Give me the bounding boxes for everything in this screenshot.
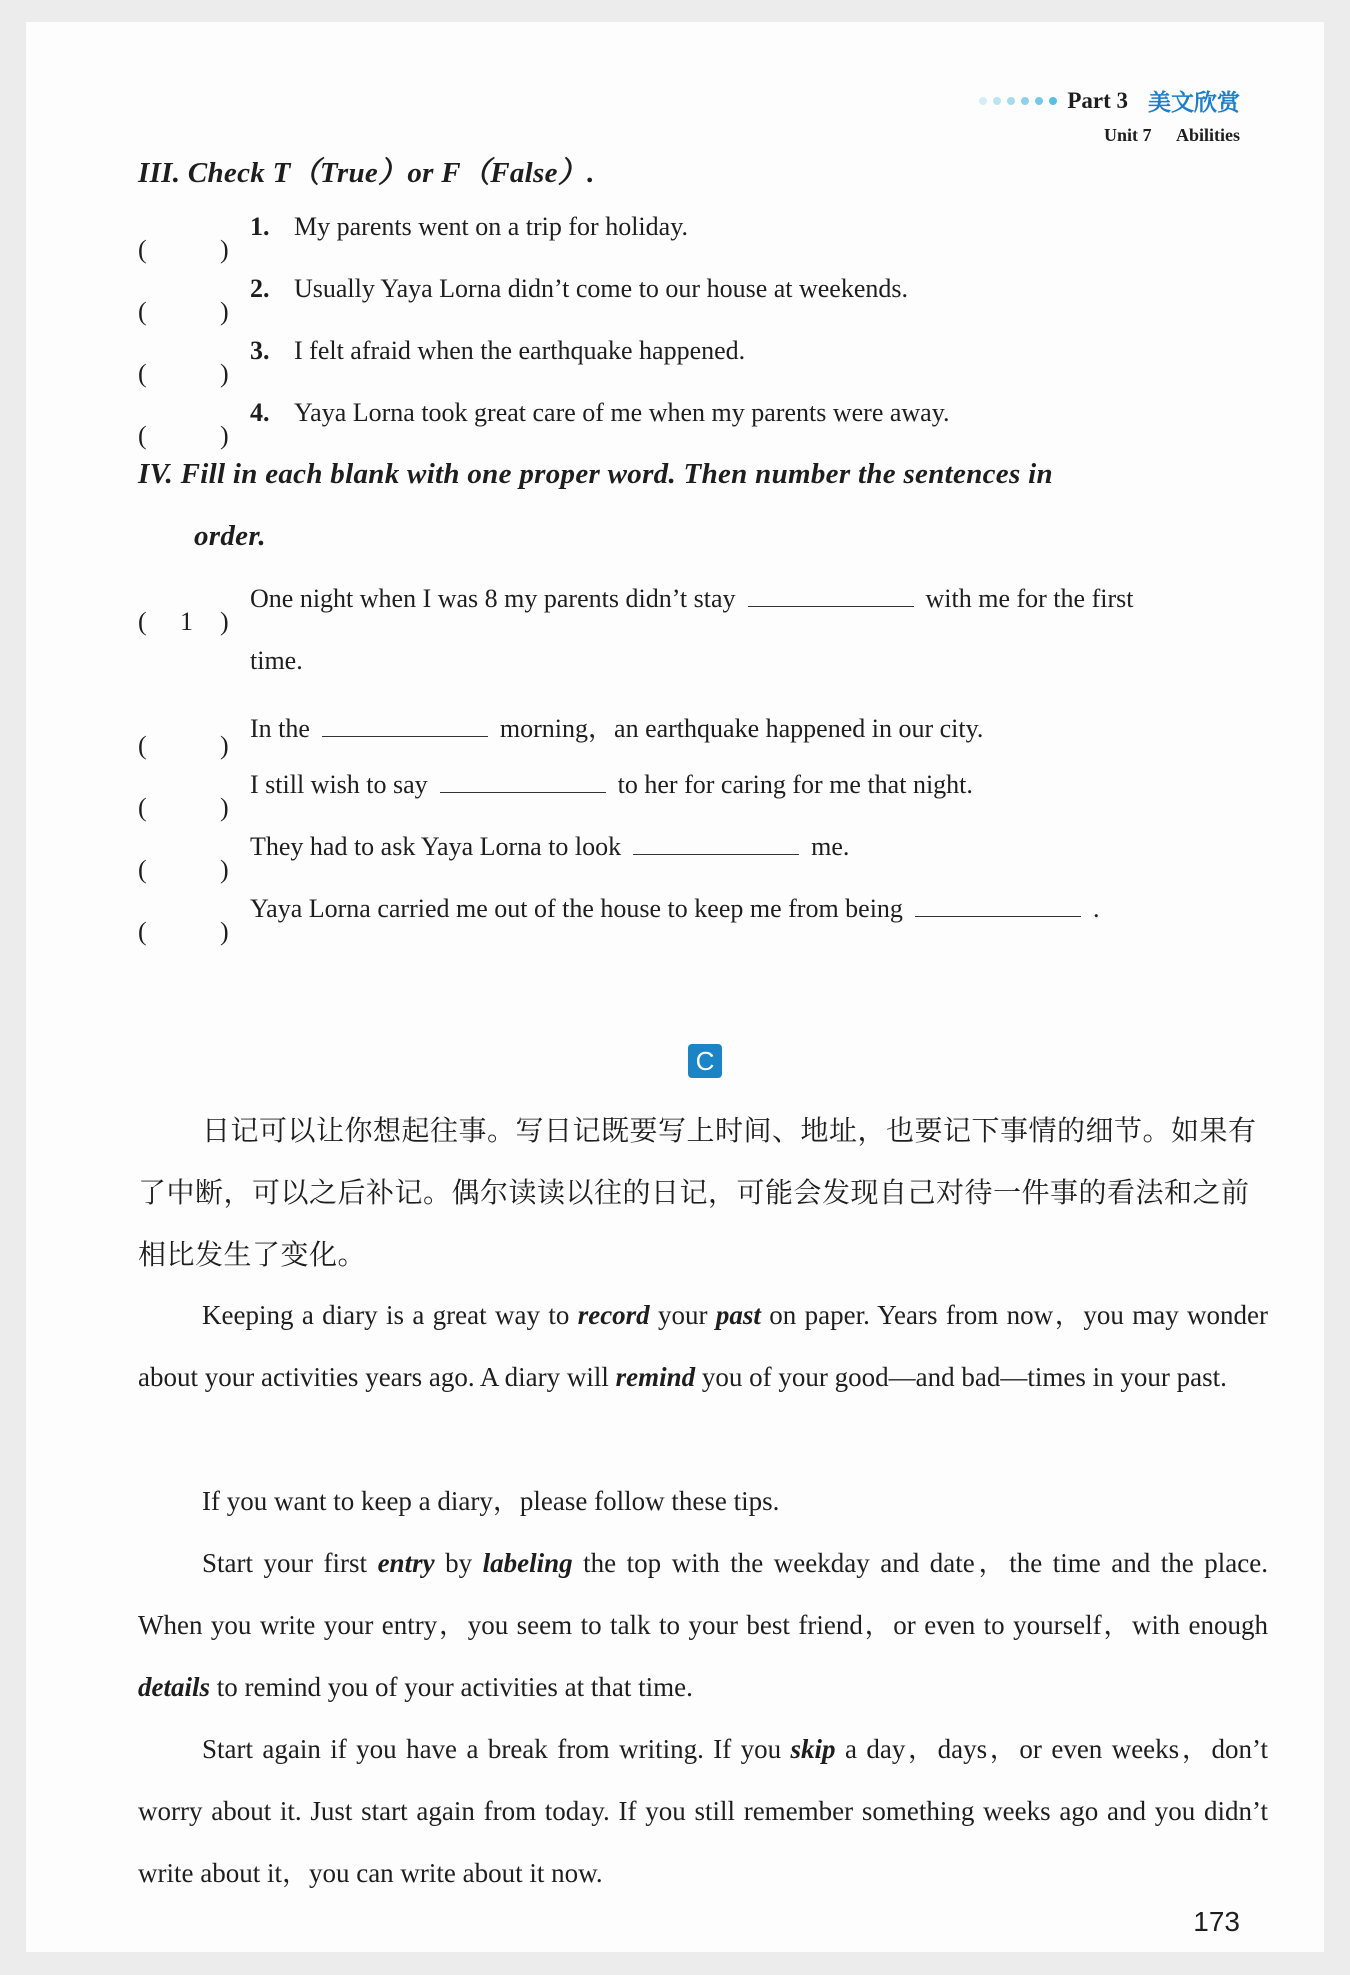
check-item: ( ) 2. Usually Yaya Lorna didn’t come to our house at weekends. [138, 274, 909, 326]
section-title: 美文欣赏 [1148, 90, 1240, 116]
page-number: 173 [1193, 1906, 1240, 1937]
page [26, 22, 1324, 1952]
check-item: ( ) 4. Yaya Lorna took great care of me when my parents were away. [138, 398, 950, 450]
check-item: ( ) 1. My parents went on a trip for holiday. [138, 212, 688, 264]
blank [915, 894, 1081, 917]
passage-paragraph-1: Keeping a diary is a great way to record your past on paper. Years from now，you may wonder about your activities years ago. A diary will remind you of your good—and bad—times in your past. [138, 1300, 1269, 1392]
section-c-badge: C [688, 1044, 722, 1078]
order-answer: 1 [180, 607, 193, 636]
section4-heading-cont: order. [194, 520, 266, 552]
chinese-intro: 日记可以让你想起往事。写日记既要写上时间、地址，也要记下事情的细节。如果有了中断，可以之后补记。偶尔读读以往的日记，可能会发现自己对待一件事的看法和之前相比发生了变化。 [138, 1114, 1257, 1271]
fill-item: ( ) They had to ask Yaya Lorna to look me. [138, 832, 850, 884]
blank [440, 770, 606, 793]
blank [633, 832, 799, 855]
unit-label: Unit 7 [1103, 125, 1152, 145]
fill-item: ( ) I still wish to say to her for caring for me that night. [138, 770, 973, 822]
blank [748, 584, 914, 607]
blank [322, 714, 488, 737]
section3-heading: III. Check T（True）or F（False）. [138, 157, 595, 189]
check-item: ( ) 3. I felt afraid when the earthquake happened. [138, 336, 746, 388]
fill-item: ( ) In the morning，an earthquake happened in our city. [138, 714, 984, 760]
decorative-dots-icon [979, 97, 1057, 105]
passage-paragraph-2: If you want to keep a diary，please follow these tips. [202, 1486, 780, 1516]
fill-item-cont: time. [250, 646, 303, 675]
section4-heading: IV. Fill in each blank with one proper word. Then number the sentences in [138, 458, 1053, 490]
passage-paragraph-4: Start again if you have a break from writing. If you skip a day，days，or even weeks，don’t worry about it. Just start again from today. If you still remember something weeks ago and you didn’t write about it，you can write about it now. [138, 1734, 1268, 1888]
unit-topic: Abilities [1175, 125, 1240, 145]
passage-paragraph-3: Start your first entry by labeling the top with the weekday and date，the time and the place. When you write your entry，you seem to talk to your best friend，or even to yourself，with enough details to remind you of your activities at that time. [138, 1548, 1269, 1702]
fill-item: ( 1 ) One night when I was 8 my parents didn’t stay with me for the first [138, 584, 1134, 636]
part-label: Part 3 [1067, 87, 1128, 113]
page-header [979, 84, 1240, 146]
fill-item: ( ) Yaya Lorna carried me out of the house to keep me from being . [138, 894, 1100, 946]
